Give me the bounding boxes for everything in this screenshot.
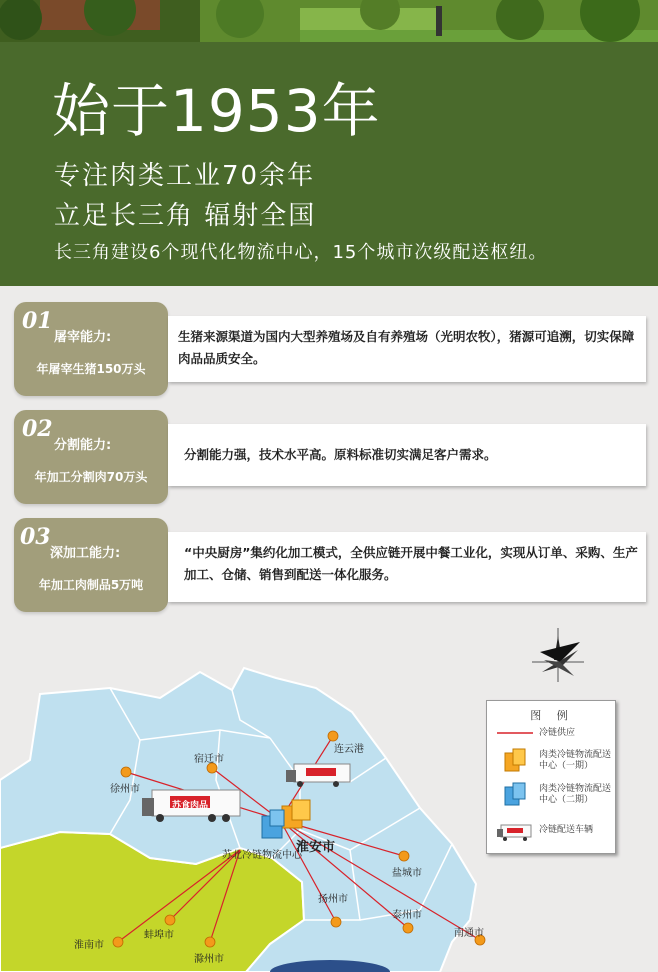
capability-label: 屠宰能力: bbox=[54, 330, 112, 345]
city-label-chuzhou: 滁州市 bbox=[194, 954, 224, 965]
legend-label: 冷链供应 bbox=[539, 728, 576, 738]
city-label-xuzhou: 徐州市 bbox=[110, 784, 140, 795]
city-label-yancheng: 盐城市 bbox=[392, 868, 422, 879]
capability-cutting bbox=[14, 410, 646, 504]
capability-tab bbox=[14, 302, 168, 396]
capability-number: 02 bbox=[22, 416, 53, 442]
capability-sub: 年加工肉制品5万吨 bbox=[38, 578, 144, 592]
hero-subtitle-2: 立足长三角 辐射全国 bbox=[54, 201, 317, 231]
capability-description: “中央厨房”集约化加工模式，全供应链开展中餐工业化，实现从订单、采购、生产加工、仓储、销售到配送一体化服务。 bbox=[168, 532, 646, 602]
hero-banner bbox=[0, 42, 658, 286]
legend-item-center2 bbox=[495, 781, 613, 811]
warehouse-blue-icon bbox=[495, 781, 535, 811]
warehouse-orange-icon bbox=[495, 747, 535, 777]
city-label-huaian: 淮安市 bbox=[296, 840, 336, 855]
hero-subtitle-3: 长三角建设6个现代化物流中心，15个城市次级配送枢纽。 bbox=[54, 242, 548, 263]
legend-label: 肉类冷链物流配送中心（一期） bbox=[539, 750, 612, 771]
capability-sub: 年屠宰生猪150万头 bbox=[36, 362, 146, 376]
capability-label: 分割能力: bbox=[54, 438, 112, 453]
capability-slaughter bbox=[14, 302, 646, 396]
city-label-huainan: 淮南市 bbox=[74, 940, 104, 951]
capability-description: 生猪来源渠道为国内大型养殖场及自有养殖场（光明农牧），猪源可追溯，切实保障肉品品质安全。 bbox=[168, 316, 646, 382]
city-label-nantong: 南通市 bbox=[454, 928, 484, 939]
compass-icon bbox=[532, 628, 584, 682]
legend-title: 图 例 bbox=[530, 709, 574, 722]
logistics-map bbox=[0, 620, 658, 972]
legend-item-center1 bbox=[495, 747, 613, 777]
city-label-subei-center: 苏北冷链物流中心 bbox=[222, 850, 302, 861]
capability-sub: 年加工分割肉70万头 bbox=[34, 470, 148, 484]
legend-item-truck bbox=[495, 819, 613, 849]
city-label-lianyungang: 连云港 bbox=[334, 744, 364, 755]
hero-title: 始于1953年 bbox=[52, 77, 381, 145]
capability-tab bbox=[14, 518, 168, 612]
capability-processing bbox=[14, 518, 646, 612]
capability-description: 分割能力强，技术水平高。原料标准切实满足客户需求。 bbox=[168, 424, 646, 486]
legend-label: 肉类冷链物流配送中心（二期） bbox=[539, 784, 612, 805]
capability-number: 01 bbox=[22, 308, 53, 334]
capability-number: 03 bbox=[20, 524, 51, 550]
city-label-suqian: 宿迁市 bbox=[194, 754, 224, 765]
header-photo bbox=[0, 0, 658, 42]
hero-subtitle-1: 专注肉类工业70余年 bbox=[54, 161, 316, 191]
city-label-yangzhou: 扬州市 bbox=[318, 894, 348, 905]
truck-icon bbox=[495, 819, 535, 849]
map-legend bbox=[486, 700, 616, 854]
capability-tab bbox=[14, 410, 168, 504]
legend-label: 冷链配送车辆 bbox=[539, 825, 594, 835]
truck-brand-label: 苏食肉品 bbox=[172, 801, 209, 811]
city-label-taizhou: 泰州市 bbox=[392, 910, 422, 921]
capability-label: 深加工能力: bbox=[50, 546, 121, 561]
city-label-bengbu: 蚌埠市 bbox=[144, 930, 174, 941]
